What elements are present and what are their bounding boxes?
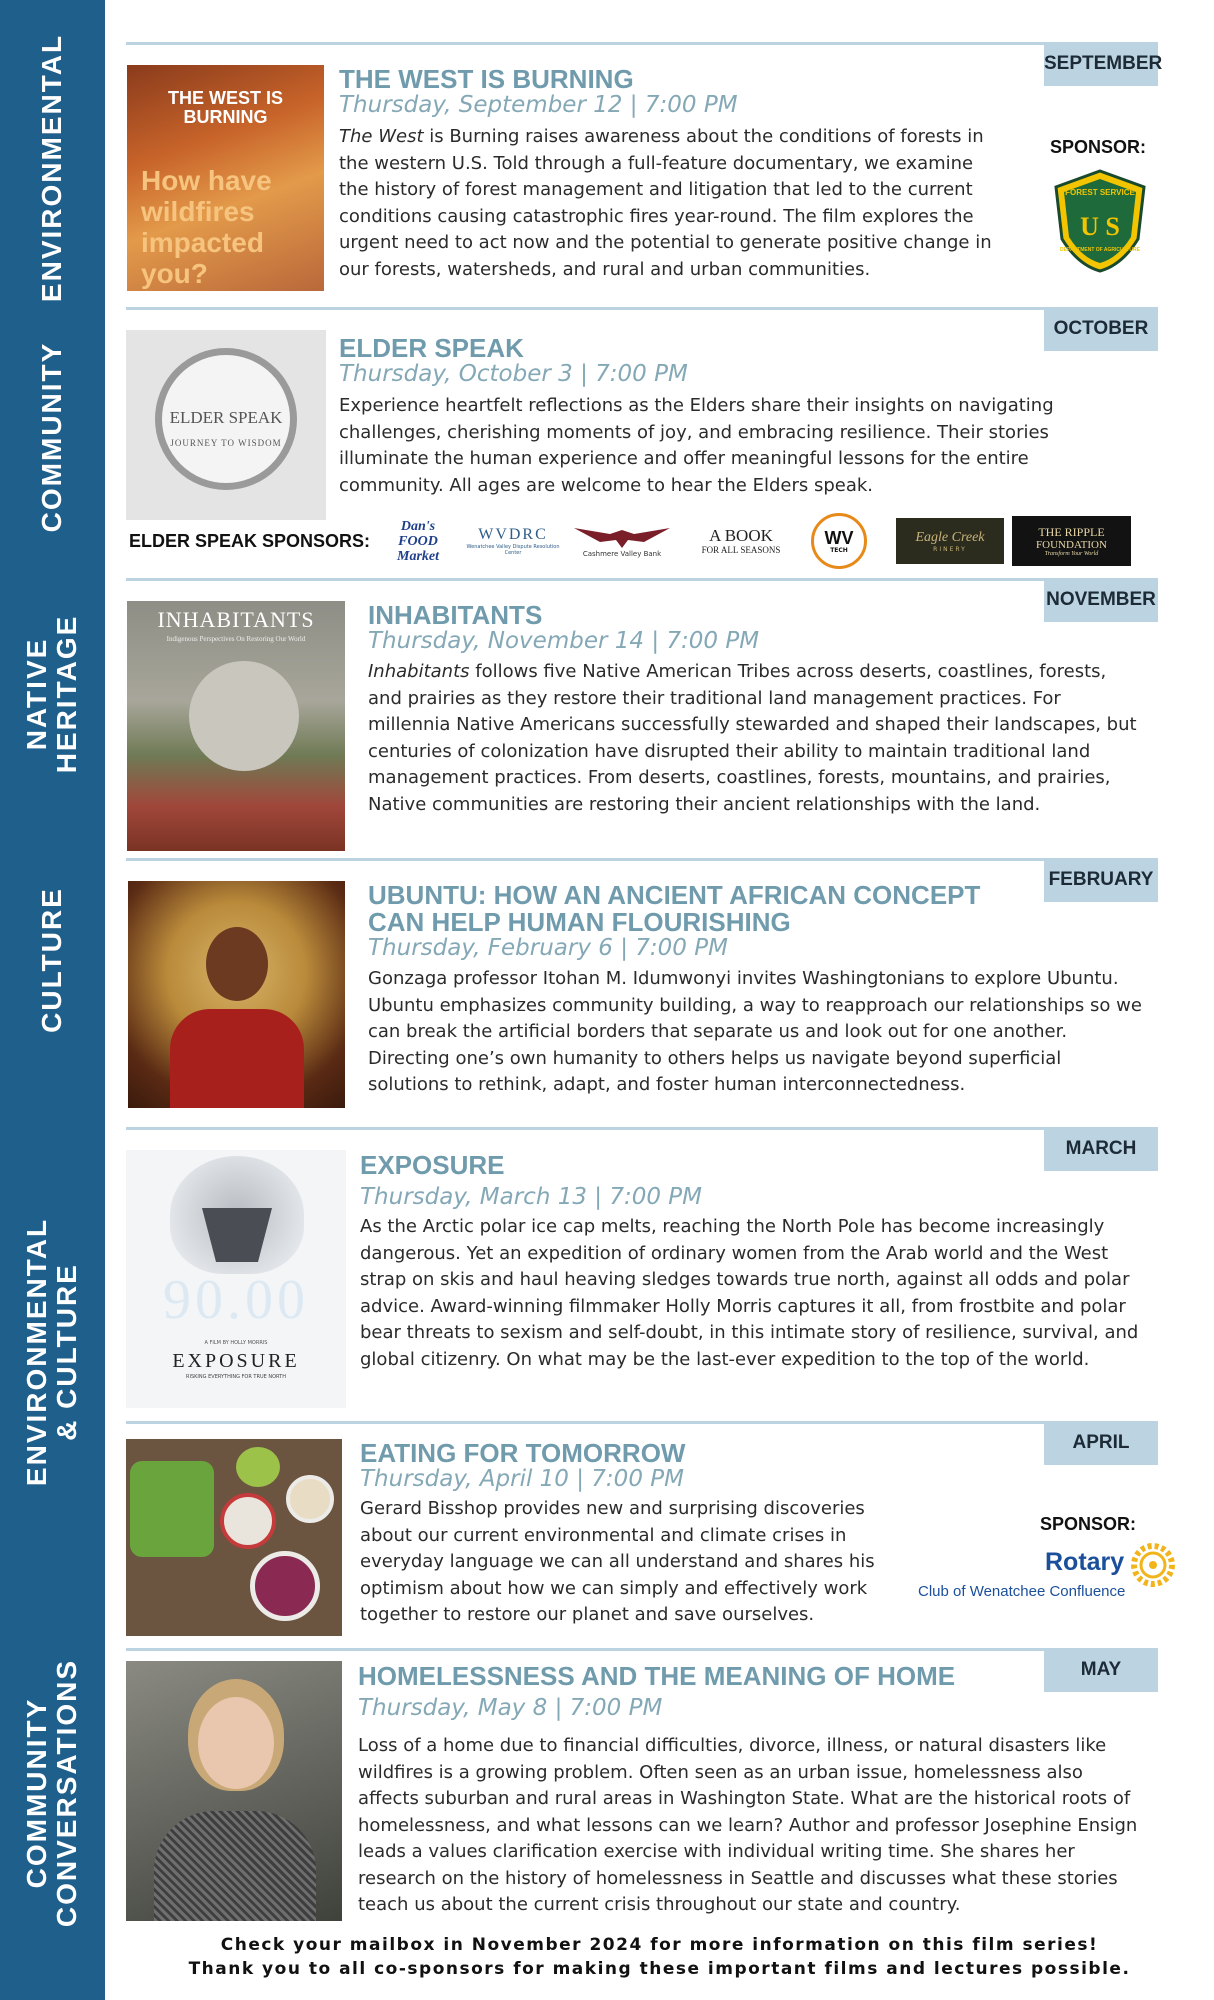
sponsor-label: SPONSOR: (1050, 137, 1147, 157)
speaker-face (198, 1697, 274, 1789)
book-for-all-seasons-logo (682, 514, 800, 568)
category-sidebar (0, 0, 105, 2000)
eagle-creek-winery-logo (896, 518, 1004, 564)
month-tab-february: FEBRUARY (1044, 858, 1158, 902)
event-title-line2: CAN HELP HUMAN FLOURISHING (368, 907, 791, 937)
forest-service-shield-icon (1052, 169, 1148, 273)
event-title: EXPOSURE (360, 1150, 505, 1180)
footer-line1: Check your mailbox in November 2024 for more information on this film series! (220, 1935, 1099, 1955)
footer-line2: Thank you to all co-sponsors for making these important films and lectures possible. (188, 1959, 1131, 1979)
elder-sponsors-label: ELDER SPEAK SPONSORS: (129, 531, 371, 551)
film-title-italic: The West (339, 126, 424, 147)
category-native-line1: NATIVE (21, 637, 52, 751)
poster-subtitle: Indigenous Perspectives On Restoring Our World (166, 635, 306, 643)
category-convo-line2: CONVERSATIONS (51, 1658, 82, 1928)
category-environmental-culture (22, 1218, 82, 1486)
dans-food-market-logo: Dan's FOOD Market (397, 518, 439, 564)
month-tab-september: SEPTEMBER (1044, 42, 1158, 86)
event-exposure (126, 1127, 1158, 1417)
wvtech-name: WV (824, 527, 854, 548)
eating-for-tomorrow-photo (126, 1439, 342, 1636)
poster-portrait-circle (189, 661, 299, 771)
event-date: Thursday, February 6 | 7:00 PM (368, 935, 728, 961)
rotary-name: Rotary (1045, 1548, 1125, 1576)
elder-speak-logo (126, 330, 326, 520)
photo-bowl-berries (220, 1493, 276, 1549)
speaker-jacket (154, 1811, 316, 1921)
month-tab-november: NOVEMBER (1044, 578, 1158, 622)
event-title: ELDER SPEAK (339, 333, 524, 363)
event-description: Loss of a home due to financial difficulties, divorce, illness, or natural disasters like wildfires is a growing problem. Often seen as an urban issue, homelessness also affects suburban and rural areas in Washington State. What are the historical roots of homelessness, and what lessons can we learn? Author and professor Josephine Ensign leads a values clarification exercise with individual writing time. She shares her research on the history of homelessness in Seattle and discusses what these stories teach us about the current crisis throughout our state and country. (358, 1735, 1138, 1915)
event-title: EATING FOR TOMORROW (360, 1438, 686, 1468)
inhabitants-poster (127, 601, 345, 851)
rotary-wheel-icon (1130, 1542, 1176, 1588)
event-date: Thursday, May 8 | 7:00 PM (358, 1695, 663, 1721)
film-title-italic: Inhabitants (368, 661, 470, 682)
poster-question: How have wildfires impacted you? (141, 165, 272, 289)
description-text: is Burning raises awareness about the conditions of forests in the western U.S. Told through a full-feature documentary, we examine the history of forest management and litigation that led to the current conditions causing catastrophic fires year-round. The film explores the urgent need to act now and the potential to generate positive change in our forests, watersheds, and rural and urban communities. (339, 126, 992, 280)
month-tab-may: MAY (1044, 1648, 1158, 1692)
event-title-line1: UBUNTU: HOW AN ANCIENT AFRICAN CONCEPT (368, 880, 981, 910)
event-title: HOMELESSNESS AND THE MEANING OF HOME (358, 1661, 956, 1691)
book-name: A BOOK (709, 526, 773, 545)
ripple-line3: Transform Your World (1044, 550, 1099, 557)
event-description: Gerard Bisshop provides new and surprising discoveries about our current environmental and climate crises in everyday language we can all understand and shares his optimism about how we can simply and effectively work together to restore our planet and save ourselves. (360, 1498, 875, 1625)
west-is-burning-poster (127, 65, 324, 291)
category-convo-line1: COMMUNITY (21, 1697, 52, 1889)
speaker-face (206, 927, 268, 1001)
photo-grapes (236, 1447, 280, 1487)
eagle-name: Eagle Creek (915, 529, 985, 545)
cashmere-name: Cashmere Valley Bank (582, 550, 662, 558)
event-ubuntu (126, 858, 1158, 1118)
event-date: Thursday, September 12 | 7:00 PM (339, 92, 738, 118)
wvdrc-sub: Wenatchee Valley Dispute Resolution Center (466, 544, 560, 556)
poster-big-number: 90.00 (163, 1269, 309, 1331)
event-date: Thursday, March 13 | 7:00 PM (360, 1184, 703, 1210)
event-title: THE WEST IS BURNING (339, 64, 634, 94)
event-description: Gonzaga professor Itohan M. Idumwonyi invites Washingtonians to explore Ubuntu. Ubuntu emphasizes community building, a way to reapproach our relationships so we can break the artificial borders that separate us and look out for one another. Directing one’s own humanity to others helps us navigate beyond superficial solutions to rethink, adapt, and foster human interconnectedness. (368, 968, 1142, 1095)
book-sub: FOR ALL SEASONS (701, 545, 781, 555)
shield-bottom-text: DEPARTMENT OF AGRICULTURE (1060, 247, 1140, 253)
category-culture: CULTURE (36, 887, 67, 1033)
wv-tech-logo (811, 513, 867, 569)
event-title: INHABITANTS (368, 600, 543, 630)
category-native-line2: HERITAGE (51, 614, 82, 774)
ripple-line2: FOUNDATION (1036, 538, 1107, 551)
homelessness-speaker-photo (126, 1661, 342, 1921)
speaker-garment (170, 1009, 304, 1108)
ripple-foundation-logo (1012, 516, 1131, 566)
category-environmental: ENVIRONMENTAL (36, 33, 67, 303)
event-description (339, 124, 1004, 283)
wvdrc-logo (464, 516, 562, 566)
description-text: follows five Native American Tribes across deserts, coastlines, forests, and prairies as they restore their traditional land management practices. For millennia Native Americans successfully stewarded and shaped their landscapes, but centuries of colonization have disrupted their ability to maintain traditional land management practices. From deserts, coastlines, forests, mountains, and prairies, Native communities are restoring their ancient relationships with the land. (368, 661, 1137, 815)
category-community-conversations (22, 1659, 82, 1927)
ubuntu-speaker-photo (128, 881, 345, 1108)
poster-title: EXPOSURE (172, 1350, 300, 1372)
eagle-icon (572, 524, 672, 550)
month-tab-april: APRIL (1044, 1421, 1158, 1465)
rotary-club-name: Club of Wenatchee Confluence (918, 1583, 1126, 1600)
wvtech-sub: TECH (830, 546, 848, 554)
month-tab-october: OCTOBER (1044, 307, 1158, 351)
poster-tagline: RISKING EVERYTHING FOR TRUE NORTH (186, 1374, 286, 1380)
category-native-heritage (22, 615, 82, 774)
photo-greens (130, 1461, 214, 1557)
shield-top-text: FOREST SERVICE (1065, 188, 1135, 197)
category-envcult-line1: ENVIRONMENTAL (21, 1217, 52, 1487)
month-tab-march: MARCH (1044, 1127, 1158, 1171)
photo-bowl-nuts (286, 1475, 334, 1523)
event-west-is-burning (126, 42, 1163, 290)
poster-title: THE WEST IS BURNING (167, 88, 283, 127)
elder-logo-sub: JOURNEY TO WISDOM (170, 438, 282, 448)
wvdrc-name: WVDRC (478, 526, 548, 543)
ripple-line1: THE RIPPLE (1038, 524, 1105, 539)
category-envcult-line2: & CULTURE (51, 1263, 82, 1441)
poster-title: INHABITANTS (157, 607, 315, 632)
event-elder-speak (126, 307, 1158, 564)
exposure-poster (126, 1150, 346, 1408)
event-homelessness (126, 1648, 1158, 1926)
event-eating-for-tomorrow (126, 1421, 1158, 1643)
footer-note (105, 1933, 1214, 1981)
event-description: As the Arctic polar ice cap melts, reaching the North Pole has become increasingly dangerous. Yet an expedition of ordinary women from the Arab world and the West strap on skis and haul heaving sledges towards true north, against all odds and polar advice. Award-winning filmmaker Holly Morris captures it all, from frostbite and polar bear threats to sexism and self-doubt, in this intimate story of resilience, survival, and global citizenry. On what may be the last-ever expedition to the top of the world. (360, 1216, 1139, 1370)
event-date: Thursday, April 10 | 7:00 PM (360, 1466, 684, 1492)
event-inhabitants (126, 578, 1158, 850)
event-date: Thursday, November 14 | 7:00 PM (368, 628, 760, 654)
poster-credit: A FILM BY HOLLY MORRIS (204, 1340, 268, 1346)
cashmere-valley-bank-logo (570, 514, 674, 568)
eagle-sub: RINERY (933, 545, 967, 553)
photo-bowl-cabbage (250, 1551, 320, 1621)
event-description (368, 659, 1138, 818)
event-description: Experience heartfelt reflections as the Elders share their insights on navigating challenges, cherishing moments of joy, and embracing resilience. Their stories illuminate the human experience and offer meaningful lessons for the entire community. All ages are welcome to hear the Elders speak. (339, 395, 1054, 496)
sponsor-label: SPONSOR: (1040, 1514, 1137, 1534)
shield-center-text: U S (1080, 212, 1120, 241)
event-date: Thursday, October 3 | 7:00 PM (339, 361, 688, 387)
category-community: COMMUNITY (36, 341, 67, 533)
elder-logo-title: ELDER SPEAK (169, 408, 283, 427)
